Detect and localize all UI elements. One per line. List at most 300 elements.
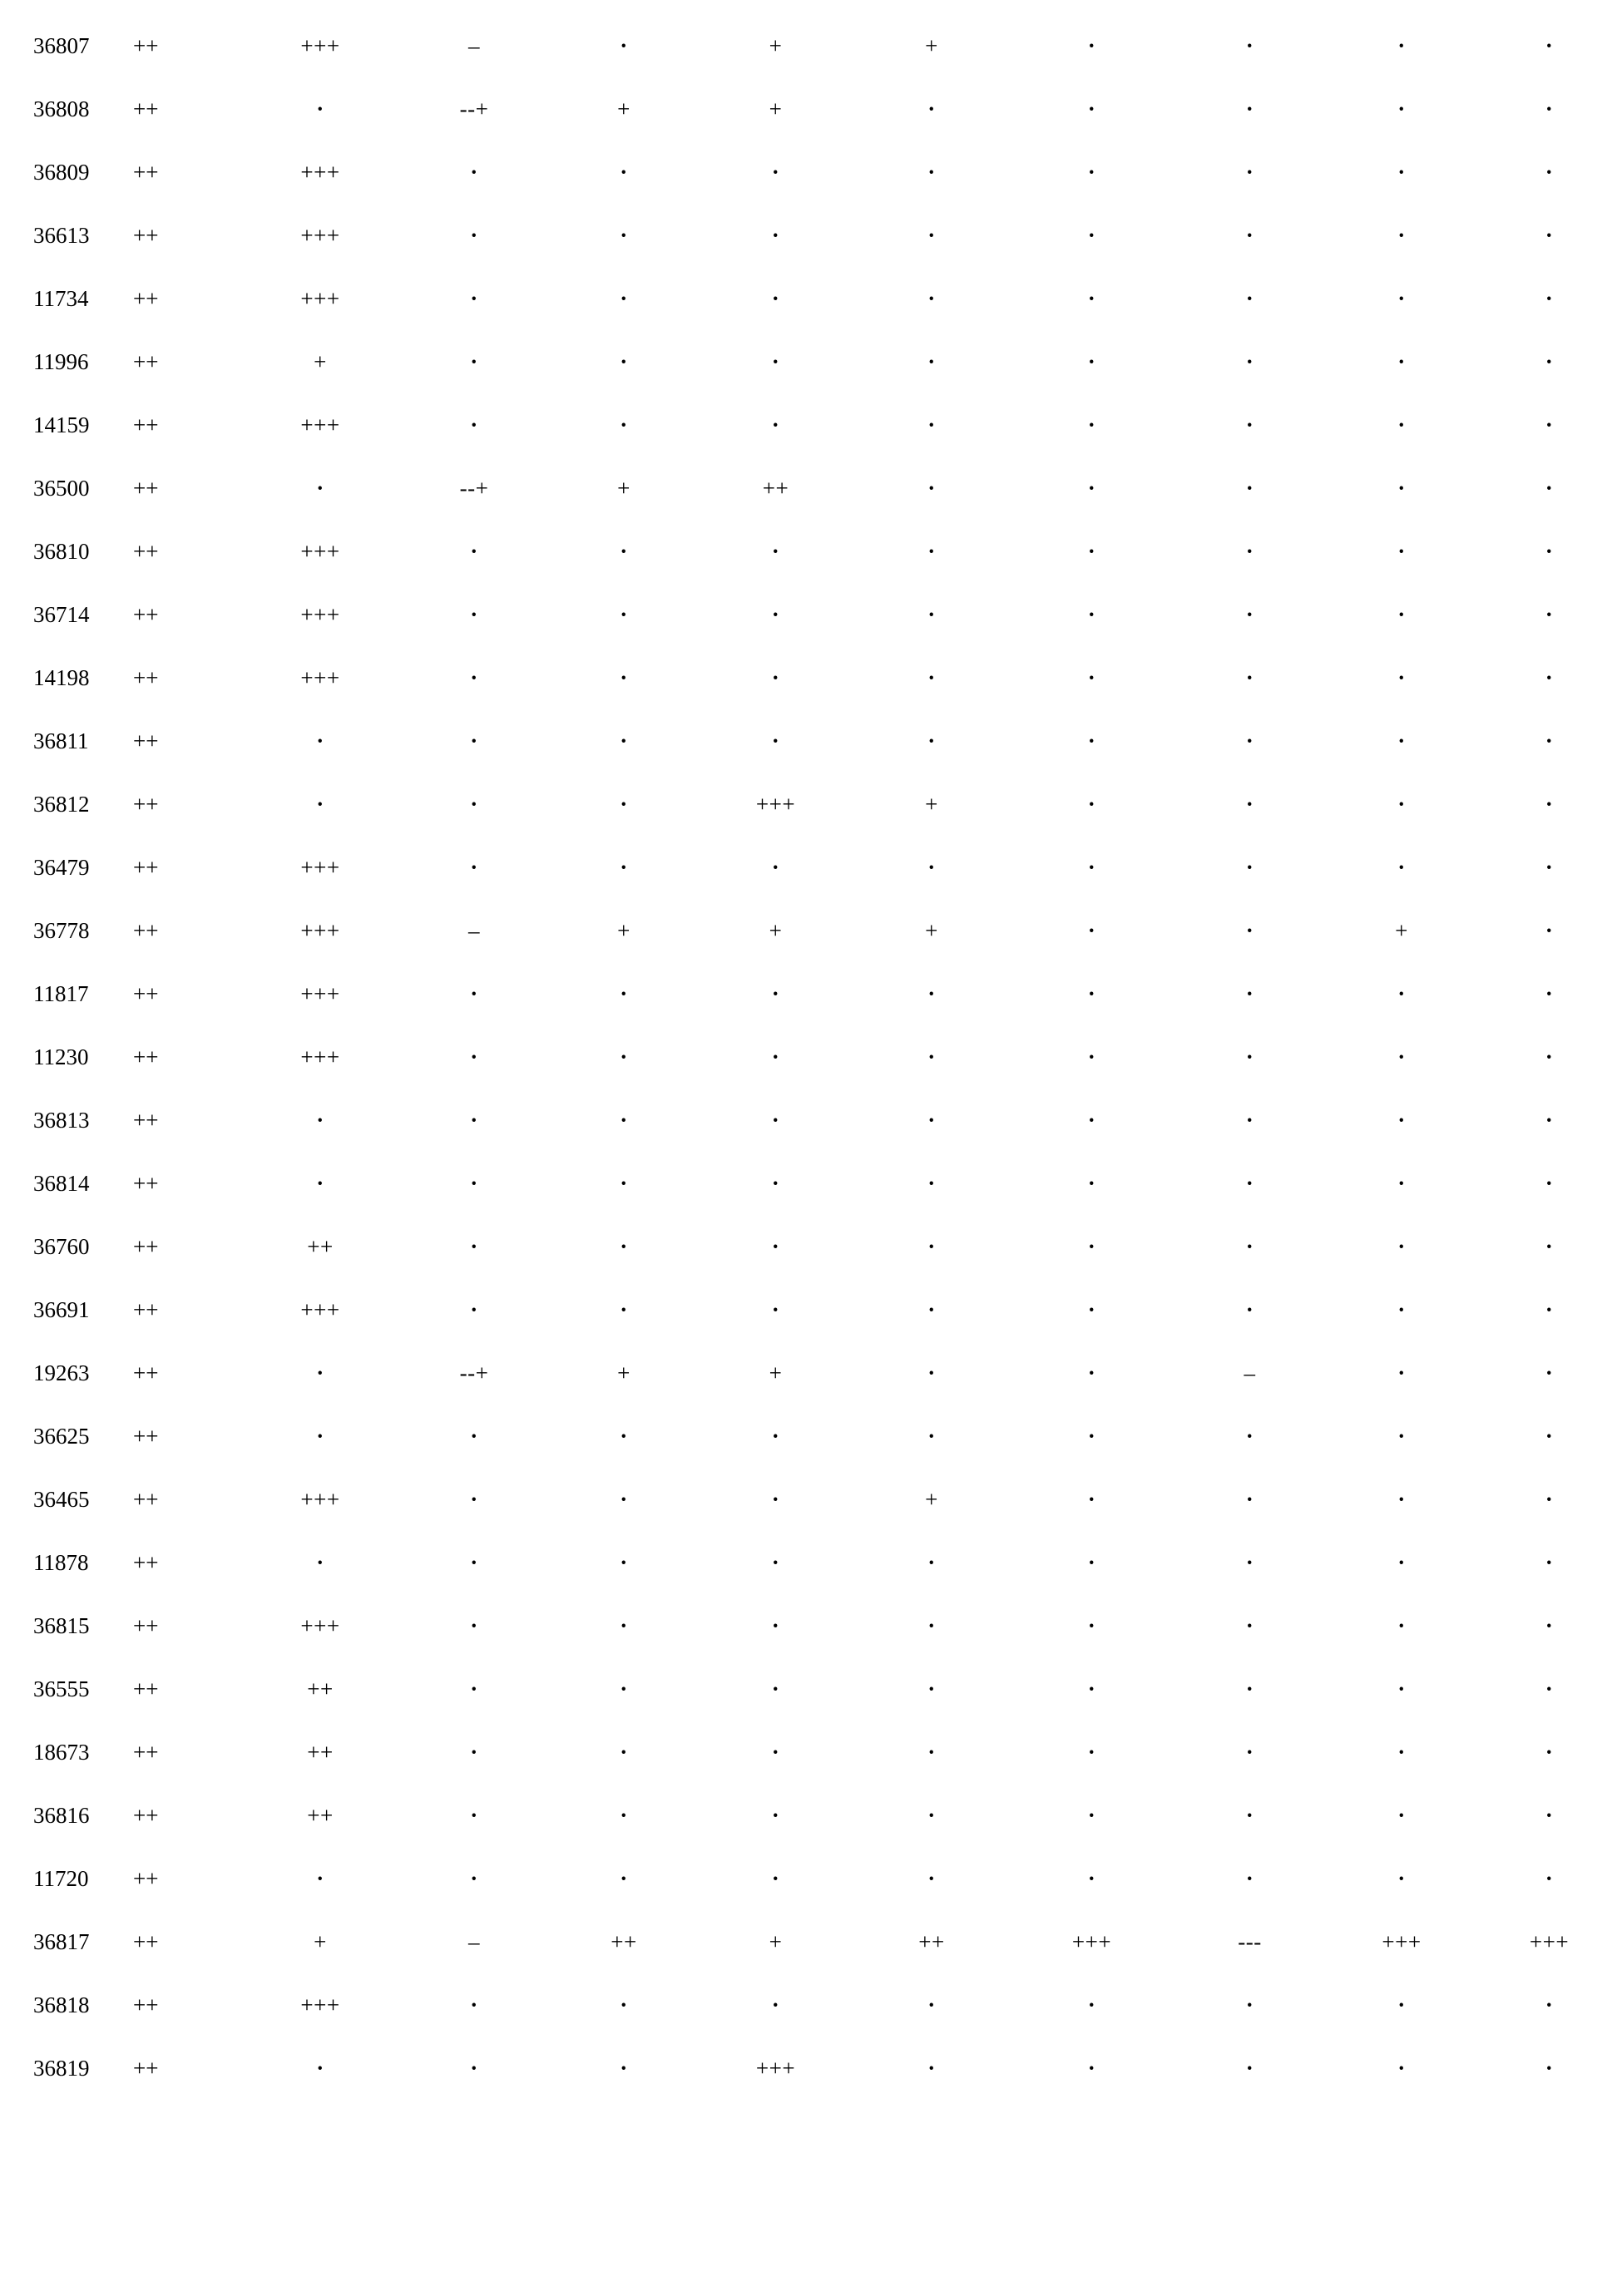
row-value-cell: · (1545, 1550, 1554, 1576)
row-value-cell: · (1245, 539, 1254, 565)
row-value-cell: · (1545, 2056, 1554, 2081)
row-id: 36625 (33, 1424, 90, 1449)
table-row (33, 837, 1622, 900)
row-value-cell: · (771, 160, 780, 185)
table-row (33, 1342, 1622, 1405)
row-value-cell: · (1245, 1171, 1254, 1197)
row-value-cell: · (470, 981, 478, 1007)
row-value-cell: +++ (300, 539, 340, 565)
row-marker: ++ (133, 160, 159, 185)
row-value-cell: + (769, 1929, 783, 1955)
table-row (33, 584, 1622, 647)
row-value-cell: +++ (300, 33, 340, 59)
table-row (33, 773, 1622, 837)
row-value-cell: +++ (300, 1992, 340, 2018)
row-value-cell: + (925, 33, 938, 59)
row-value-cell: · (1245, 855, 1254, 881)
row-value-cell: + (617, 96, 631, 122)
table-row (33, 1974, 1622, 2037)
row-value-cell: · (620, 1803, 628, 1829)
row-value-cell: · (1087, 665, 1096, 691)
row-value-cell: · (1545, 602, 1554, 628)
row-value-cell: +++ (300, 1297, 340, 1323)
row-value-cell: · (470, 792, 478, 817)
table-row (33, 331, 1622, 394)
row-id: 36691 (33, 1297, 90, 1323)
row-value-cell: · (771, 855, 780, 881)
row-id: 36714 (33, 602, 90, 628)
row-value-cell: · (470, 1297, 478, 1323)
row-value-cell: · (1397, 1171, 1406, 1197)
row-id: 14198 (33, 665, 90, 691)
row-marker: ++ (133, 412, 159, 438)
row-id-cell (33, 900, 241, 963)
row-id-cell (33, 710, 241, 773)
row-value-cell: + (769, 33, 783, 59)
row-value-cell: +++ (300, 286, 340, 312)
row-id-cell (33, 1405, 241, 1469)
row-marker: ++ (133, 1992, 159, 2018)
row-value-cell: · (316, 792, 324, 817)
row-value-cell: + (769, 1360, 783, 1386)
row-value-cell: – (1244, 1360, 1256, 1386)
row-value-cell: · (1545, 1360, 1554, 1386)
table-row (33, 15, 1622, 78)
row-id-cell (33, 457, 241, 521)
row-value-cell: · (1245, 728, 1254, 754)
table-row (33, 457, 1622, 521)
row-value-cell: +++ (1071, 1929, 1112, 1955)
row-id: 36807 (33, 33, 90, 59)
row-value-cell: · (1545, 1171, 1554, 1197)
row-value-cell: · (1545, 1297, 1554, 1323)
row-value-cell: · (620, 1613, 628, 1639)
row-value-cell: · (1245, 1613, 1254, 1639)
row-value-cell: · (927, 728, 936, 754)
row-value-cell: · (470, 1234, 478, 1260)
row-value-cell: · (927, 412, 936, 438)
row-value-cell: · (1397, 223, 1406, 249)
row-id: 11817 (33, 981, 89, 1007)
table-row (33, 1089, 1622, 1153)
row-value-cell: · (620, 1866, 628, 1892)
table-row (33, 1785, 1622, 1848)
row-value-cell: · (1087, 1297, 1096, 1323)
table-row (33, 1279, 1622, 1342)
row-value-cell: · (1545, 981, 1554, 1007)
row-value-cell: · (1545, 1044, 1554, 1070)
row-value-cell: · (771, 1487, 780, 1513)
table-row (33, 2037, 1622, 2101)
row-value-cell: · (1245, 286, 1254, 312)
row-marker: ++ (133, 1487, 159, 1513)
row-value-cell: · (470, 1866, 478, 1892)
row-value-cell: · (620, 602, 628, 628)
row-value-cell: · (620, 1740, 628, 1765)
row-value-cell: · (1245, 1676, 1254, 1702)
row-value-cell: + (617, 1360, 631, 1386)
row-value-cell: + (925, 1487, 938, 1513)
row-value-cell: · (620, 1992, 628, 2018)
row-value-cell: · (927, 1360, 936, 1386)
row-value-cell: · (470, 728, 478, 754)
row-id: 36813 (33, 1108, 90, 1133)
row-id: 14159 (33, 412, 90, 438)
table-row (33, 1595, 1622, 1658)
data-table (33, 15, 1622, 2101)
row-id: 36816 (33, 1803, 90, 1829)
row-value-cell: · (1087, 223, 1096, 249)
row-value-cell: · (620, 286, 628, 312)
row-value-cell: ++ (918, 1929, 945, 1955)
row-value-cell: · (1087, 1234, 1096, 1260)
row-value-cell: + (314, 1929, 327, 1955)
row-id-cell (33, 1974, 241, 2037)
row-value-cell: · (1545, 286, 1554, 312)
row-value-cell: · (316, 1866, 324, 1892)
row-value-cell: · (771, 602, 780, 628)
table-row (33, 394, 1622, 457)
row-value-cell: · (1545, 792, 1554, 817)
row-value-cell: · (927, 539, 936, 565)
row-value-cell: · (1397, 1044, 1406, 1070)
table-row (33, 1848, 1622, 1911)
row-value-cell: · (1397, 665, 1406, 691)
row-value-cell: · (620, 728, 628, 754)
row-value-cell: · (927, 602, 936, 628)
row-value-cell: · (1397, 792, 1406, 817)
row-value-cell: --+ (459, 476, 489, 501)
row-marker: ++ (133, 1550, 159, 1576)
row-value-cell: ++ (307, 1234, 334, 1260)
row-value-cell: · (1397, 412, 1406, 438)
row-value-cell: – (468, 1929, 480, 1955)
row-value-cell: · (1087, 539, 1096, 565)
row-value-cell: · (620, 1676, 628, 1702)
row-value-cell: · (620, 1108, 628, 1133)
row-value-cell: · (1245, 349, 1254, 375)
row-marker: ++ (133, 855, 159, 881)
row-value-cell: · (1545, 412, 1554, 438)
row-value-cell: · (316, 1108, 324, 1133)
row-value-cell: · (927, 160, 936, 185)
row-value-cell: · (771, 1550, 780, 1576)
row-value-cell: · (1397, 1866, 1406, 1892)
row-value-cell: · (1087, 602, 1096, 628)
row-id: 11230 (33, 1044, 89, 1070)
row-value-cell: · (620, 412, 628, 438)
row-value-cell: · (927, 1740, 936, 1765)
row-value-cell: · (316, 1360, 324, 1386)
row-value-cell: · (470, 349, 478, 375)
row-value-cell: · (1087, 1171, 1096, 1197)
table-row (33, 647, 1622, 710)
row-value-cell: · (1245, 2056, 1254, 2081)
row-value-cell: · (1397, 476, 1406, 501)
row-value-cell: · (771, 1803, 780, 1829)
row-value-cell: · (927, 1803, 936, 1829)
row-value-cell: · (1245, 1487, 1254, 1513)
table-row (33, 963, 1622, 1026)
row-value-cell: · (1397, 349, 1406, 375)
row-marker: ++ (133, 223, 159, 249)
row-value-cell: · (1545, 728, 1554, 754)
row-value-cell: · (927, 1550, 936, 1576)
row-marker: ++ (133, 286, 159, 312)
table-row (33, 1911, 1622, 1974)
row-id-cell (33, 1532, 241, 1595)
row-value-cell: · (1087, 1992, 1096, 2018)
row-value-cell: · (1545, 1866, 1554, 1892)
row-value-cell: · (927, 1297, 936, 1323)
row-value-cell: +++ (300, 223, 340, 249)
row-value-cell: · (1087, 2056, 1096, 2081)
row-marker: ++ (133, 1108, 159, 1133)
row-value-cell: · (470, 855, 478, 881)
row-value-cell: · (771, 286, 780, 312)
row-value-cell: · (927, 223, 936, 249)
table-row (33, 1721, 1622, 1785)
row-id: 18673 (33, 1740, 90, 1765)
row-value-cell: · (771, 349, 780, 375)
row-id-cell (33, 837, 241, 900)
row-value-cell: ++ (307, 1803, 334, 1829)
row-value-cell: · (1087, 1803, 1096, 1829)
row-value-cell: · (771, 1108, 780, 1133)
row-marker: ++ (133, 918, 159, 944)
row-value-cell: · (1245, 1740, 1254, 1765)
row-id-cell (33, 1785, 241, 1848)
row-value-cell: · (1087, 96, 1096, 122)
row-id: 11734 (33, 286, 89, 312)
row-value-cell: · (1245, 1044, 1254, 1070)
row-value-cell: · (1397, 160, 1406, 185)
row-marker: ++ (133, 602, 159, 628)
row-value-cell: +++ (300, 665, 340, 691)
table-row (33, 521, 1622, 584)
row-value-cell: · (1245, 476, 1254, 501)
row-value-cell: · (927, 349, 936, 375)
row-id: 36465 (33, 1487, 90, 1513)
row-value-cell: · (1087, 728, 1096, 754)
row-value-cell: · (1397, 1992, 1406, 2018)
table-row (33, 1469, 1622, 1532)
row-value-cell: · (316, 96, 324, 122)
row-value-cell: +++ (300, 1487, 340, 1513)
table-body (33, 15, 1622, 2101)
row-id: 36555 (33, 1676, 90, 1702)
row-value-cell: · (927, 855, 936, 881)
row-value-cell: · (1397, 33, 1406, 59)
row-id: 36810 (33, 539, 90, 565)
table-row (33, 1532, 1622, 1595)
row-value-cell: · (1245, 665, 1254, 691)
row-value-cell: + (617, 476, 631, 501)
row-marker: ++ (133, 1740, 159, 1765)
row-value-cell: · (771, 223, 780, 249)
row-value-cell: +++ (300, 160, 340, 185)
row-value-cell: · (1245, 981, 1254, 1007)
row-value-cell: · (470, 286, 478, 312)
row-value-cell: · (316, 1171, 324, 1197)
row-id: 36814 (33, 1171, 90, 1197)
row-id: 36811 (33, 728, 89, 754)
row-value-cell: · (1545, 1234, 1554, 1260)
row-value-cell: · (1087, 349, 1096, 375)
row-id-cell (33, 1911, 241, 1974)
row-id-cell (33, 647, 241, 710)
row-id: 36479 (33, 855, 90, 881)
row-value-cell: · (620, 792, 628, 817)
row-id: 36760 (33, 1234, 90, 1260)
row-value-cell: · (771, 1424, 780, 1449)
row-id: 36812 (33, 792, 90, 817)
row-marker: ++ (133, 665, 159, 691)
row-id-cell (33, 2037, 241, 2101)
row-value-cell: · (1087, 1866, 1096, 1892)
row-value-cell: · (1087, 1108, 1096, 1133)
row-value-cell: · (927, 2056, 936, 2081)
row-value-cell: · (620, 1550, 628, 1576)
row-marker: ++ (133, 1803, 159, 1829)
row-value-cell: +++ (300, 412, 340, 438)
row-id: 11878 (33, 1550, 89, 1576)
row-value-cell: · (470, 1740, 478, 1765)
row-value-cell: --+ (459, 1360, 489, 1386)
row-id-cell (33, 78, 241, 141)
table-row (33, 268, 1622, 331)
row-value-cell: · (1245, 1992, 1254, 2018)
row-value-cell: · (1545, 1487, 1554, 1513)
row-value-cell: · (1245, 1866, 1254, 1892)
row-value-cell: · (1087, 792, 1096, 817)
row-value-cell: · (1397, 1487, 1406, 1513)
row-id-cell (33, 394, 241, 457)
table-row (33, 900, 1622, 963)
row-value-cell: · (620, 1297, 628, 1323)
row-value-cell: · (1545, 1108, 1554, 1133)
row-id-cell (33, 1216, 241, 1279)
row-value-cell: · (1245, 1803, 1254, 1829)
row-value-cell: · (1087, 1550, 1096, 1576)
row-value-cell: · (771, 981, 780, 1007)
row-value-cell: · (927, 665, 936, 691)
table-row (33, 1153, 1622, 1216)
row-value-cell: · (1087, 412, 1096, 438)
table-row (33, 710, 1622, 773)
row-value-cell: · (771, 1171, 780, 1197)
row-value-cell: · (1087, 33, 1096, 59)
row-value-cell: · (1087, 286, 1096, 312)
row-value-cell: · (1545, 223, 1554, 249)
row-value-cell: · (1545, 476, 1554, 501)
row-value-cell: · (620, 1424, 628, 1449)
row-id: 36613 (33, 223, 90, 249)
row-value-cell: · (1087, 981, 1096, 1007)
row-value-cell: · (1545, 918, 1554, 944)
row-value-cell: · (1087, 918, 1096, 944)
row-value-cell: · (1245, 1550, 1254, 1576)
row-value-cell: +++ (300, 1613, 340, 1639)
row-id-cell (33, 141, 241, 205)
row-id-cell (33, 1153, 241, 1216)
row-value-cell: · (1087, 855, 1096, 881)
row-value-cell: + (925, 918, 938, 944)
row-value-cell: · (1245, 1297, 1254, 1323)
row-value-cell: · (1397, 728, 1406, 754)
row-id: 36808 (33, 96, 90, 122)
row-value-cell: + (925, 792, 938, 817)
row-value-cell: · (470, 2056, 478, 2081)
row-value-cell: · (1397, 539, 1406, 565)
row-marker: ++ (133, 792, 159, 817)
row-marker: ++ (133, 981, 159, 1007)
row-value-cell: · (470, 223, 478, 249)
row-value-cell: · (470, 1676, 478, 1702)
row-value-cell: · (1087, 1044, 1096, 1070)
row-id-cell (33, 15, 241, 78)
row-marker: ++ (133, 728, 159, 754)
row-value-cell: · (1245, 412, 1254, 438)
table-row (33, 1216, 1622, 1279)
row-value-cell: · (470, 1992, 478, 2018)
row-marker: ++ (133, 1360, 159, 1386)
row-value-cell: +++ (300, 602, 340, 628)
row-value-cell: · (927, 981, 936, 1007)
row-value-cell: · (620, 349, 628, 375)
row-value-cell: · (927, 1171, 936, 1197)
row-marker: ++ (133, 349, 159, 375)
row-value-cell: · (927, 1108, 936, 1133)
row-value-cell: · (1545, 1424, 1554, 1449)
row-value-cell: · (1545, 855, 1554, 881)
row-value-cell: · (927, 1044, 936, 1070)
row-value-cell: · (927, 1676, 936, 1702)
row-id: 36809 (33, 160, 90, 185)
row-value-cell: · (470, 1487, 478, 1513)
row-marker: ++ (133, 96, 159, 122)
row-value-cell: · (927, 1424, 936, 1449)
table-row (33, 205, 1622, 268)
row-value-cell: · (1545, 349, 1554, 375)
row-value-cell: · (771, 665, 780, 691)
row-id-cell (33, 1026, 241, 1089)
row-value-cell: · (1087, 1613, 1096, 1639)
row-value-cell: · (470, 412, 478, 438)
row-value-cell: +++ (300, 918, 340, 944)
row-value-cell: · (1397, 96, 1406, 122)
row-value-cell: · (1397, 1297, 1406, 1323)
row-value-cell: · (620, 160, 628, 185)
row-value-cell: · (470, 1424, 478, 1449)
row-marker: ++ (133, 1234, 159, 1260)
row-value-cell: · (470, 1108, 478, 1133)
row-value-cell: · (1087, 160, 1096, 185)
row-value-cell: · (1087, 1740, 1096, 1765)
row-id-cell (33, 1721, 241, 1785)
row-value-cell: + (617, 918, 631, 944)
row-value-cell: · (1087, 1360, 1096, 1386)
row-value-cell: · (470, 1803, 478, 1829)
row-value-cell: · (1397, 2056, 1406, 2081)
row-value-cell: · (771, 412, 780, 438)
row-value-cell: · (1545, 1803, 1554, 1829)
row-value-cell: · (620, 2056, 628, 2081)
row-value-cell: · (1245, 1424, 1254, 1449)
row-id-cell (33, 773, 241, 837)
table-row (33, 1658, 1622, 1721)
row-value-cell: · (620, 1044, 628, 1070)
